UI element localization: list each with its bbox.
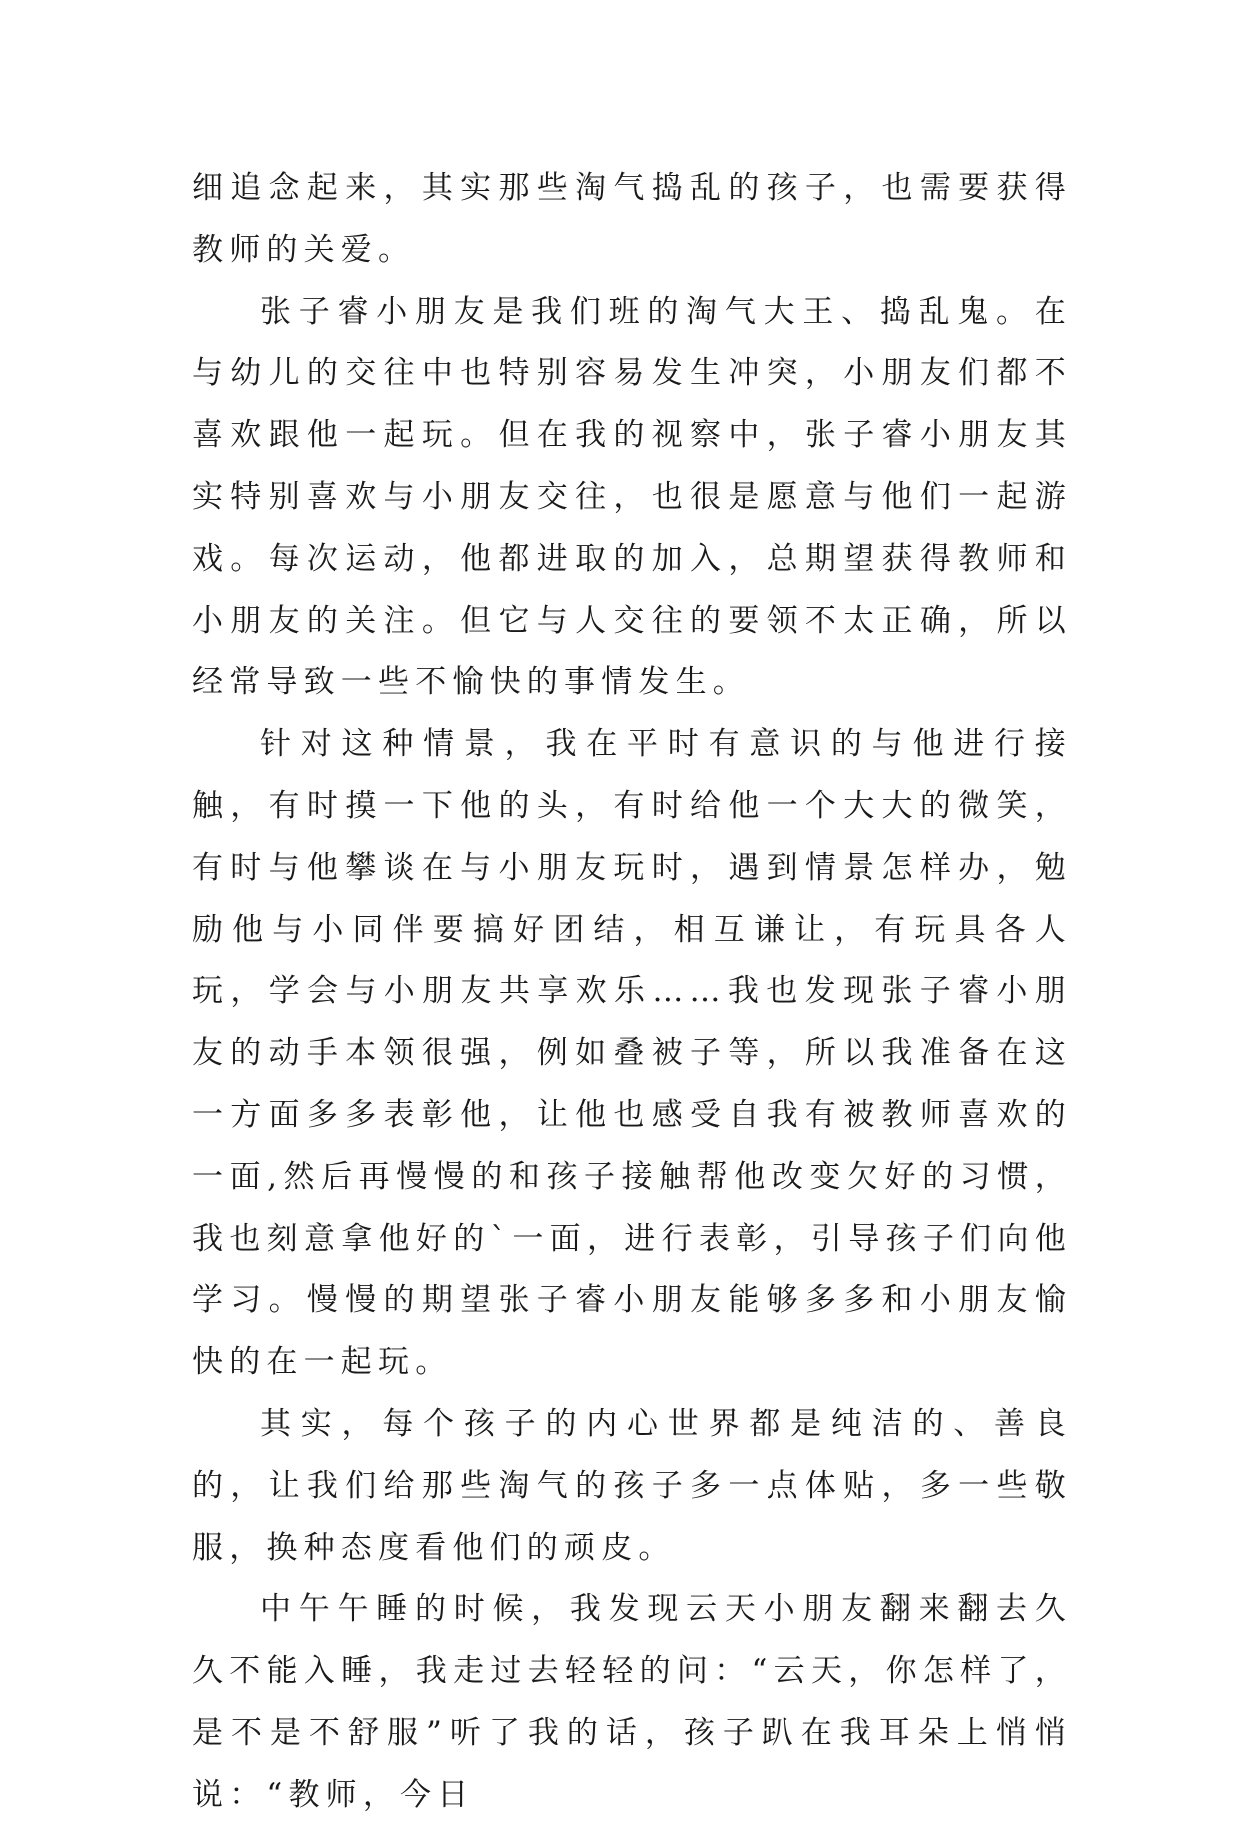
paragraph: 针对这种情景，我在平时有意识的与他进行接触，有时摸一下他的头，有时给他一个大大的微笑，有时与他攀谈在与小朋友玩时，遇到情景怎样办，勉励他与小同伴要搞好团结，相互谦让，有玩具各人玩，学会与小朋友共享欢乐……我也发现张子睿小朋友的动手本领很强，例如叠被子等，所以我准备在这一方面多多表彰他，让他也感受自我有被教师喜欢的一面,然后再慢慢的和孩子接触帮他改变欠好的习惯，我也刻意拿他好的`一面，进行表彰，引导孩子们向他学习。慢慢的期望张子睿小朋友能够多多和小朋友愉快的在一起玩。: [192, 726, 1072, 1381]
paragraph: 细追念起来，其实那些淘气捣乱的孩子，也需要获得教师的关爱。: [192, 170, 1072, 268]
paragraph: 张子睿小朋友是我们班的淘气大王、捣乱鬼。在与幼儿的交往中也特别容易发生冲突，小朋友们都不喜欢跟他一起玩。但在我的视察中，张子睿小朋友其实特别喜欢与小朋友交往，也很是愿意与他们一起游戏。每次运动，他都进取的加入，总期望获得教师和小朋友的关注。但它与人交往的要领不太正确，所以经常导致一些不愉快的事情发生。: [192, 293, 1072, 701]
paragraph: 其实，每个孩子的内心世界都是纯洁的、善良的，让我们给那些淘气的孩子多一点体贴，多一些敬服，换种态度看他们的顽皮。: [192, 1405, 1072, 1566]
document-body: [192, 158, 1072, 1827]
paragraph: 中午午睡的时候，我发现云天小朋友翻来翻去久久不能入睡，我走过去轻轻的问：“云天，你怎样了，是不是不舒服”听了我的话，孩子趴在我耳朵上悄悄说：“教师，今日: [192, 1591, 1072, 1813]
